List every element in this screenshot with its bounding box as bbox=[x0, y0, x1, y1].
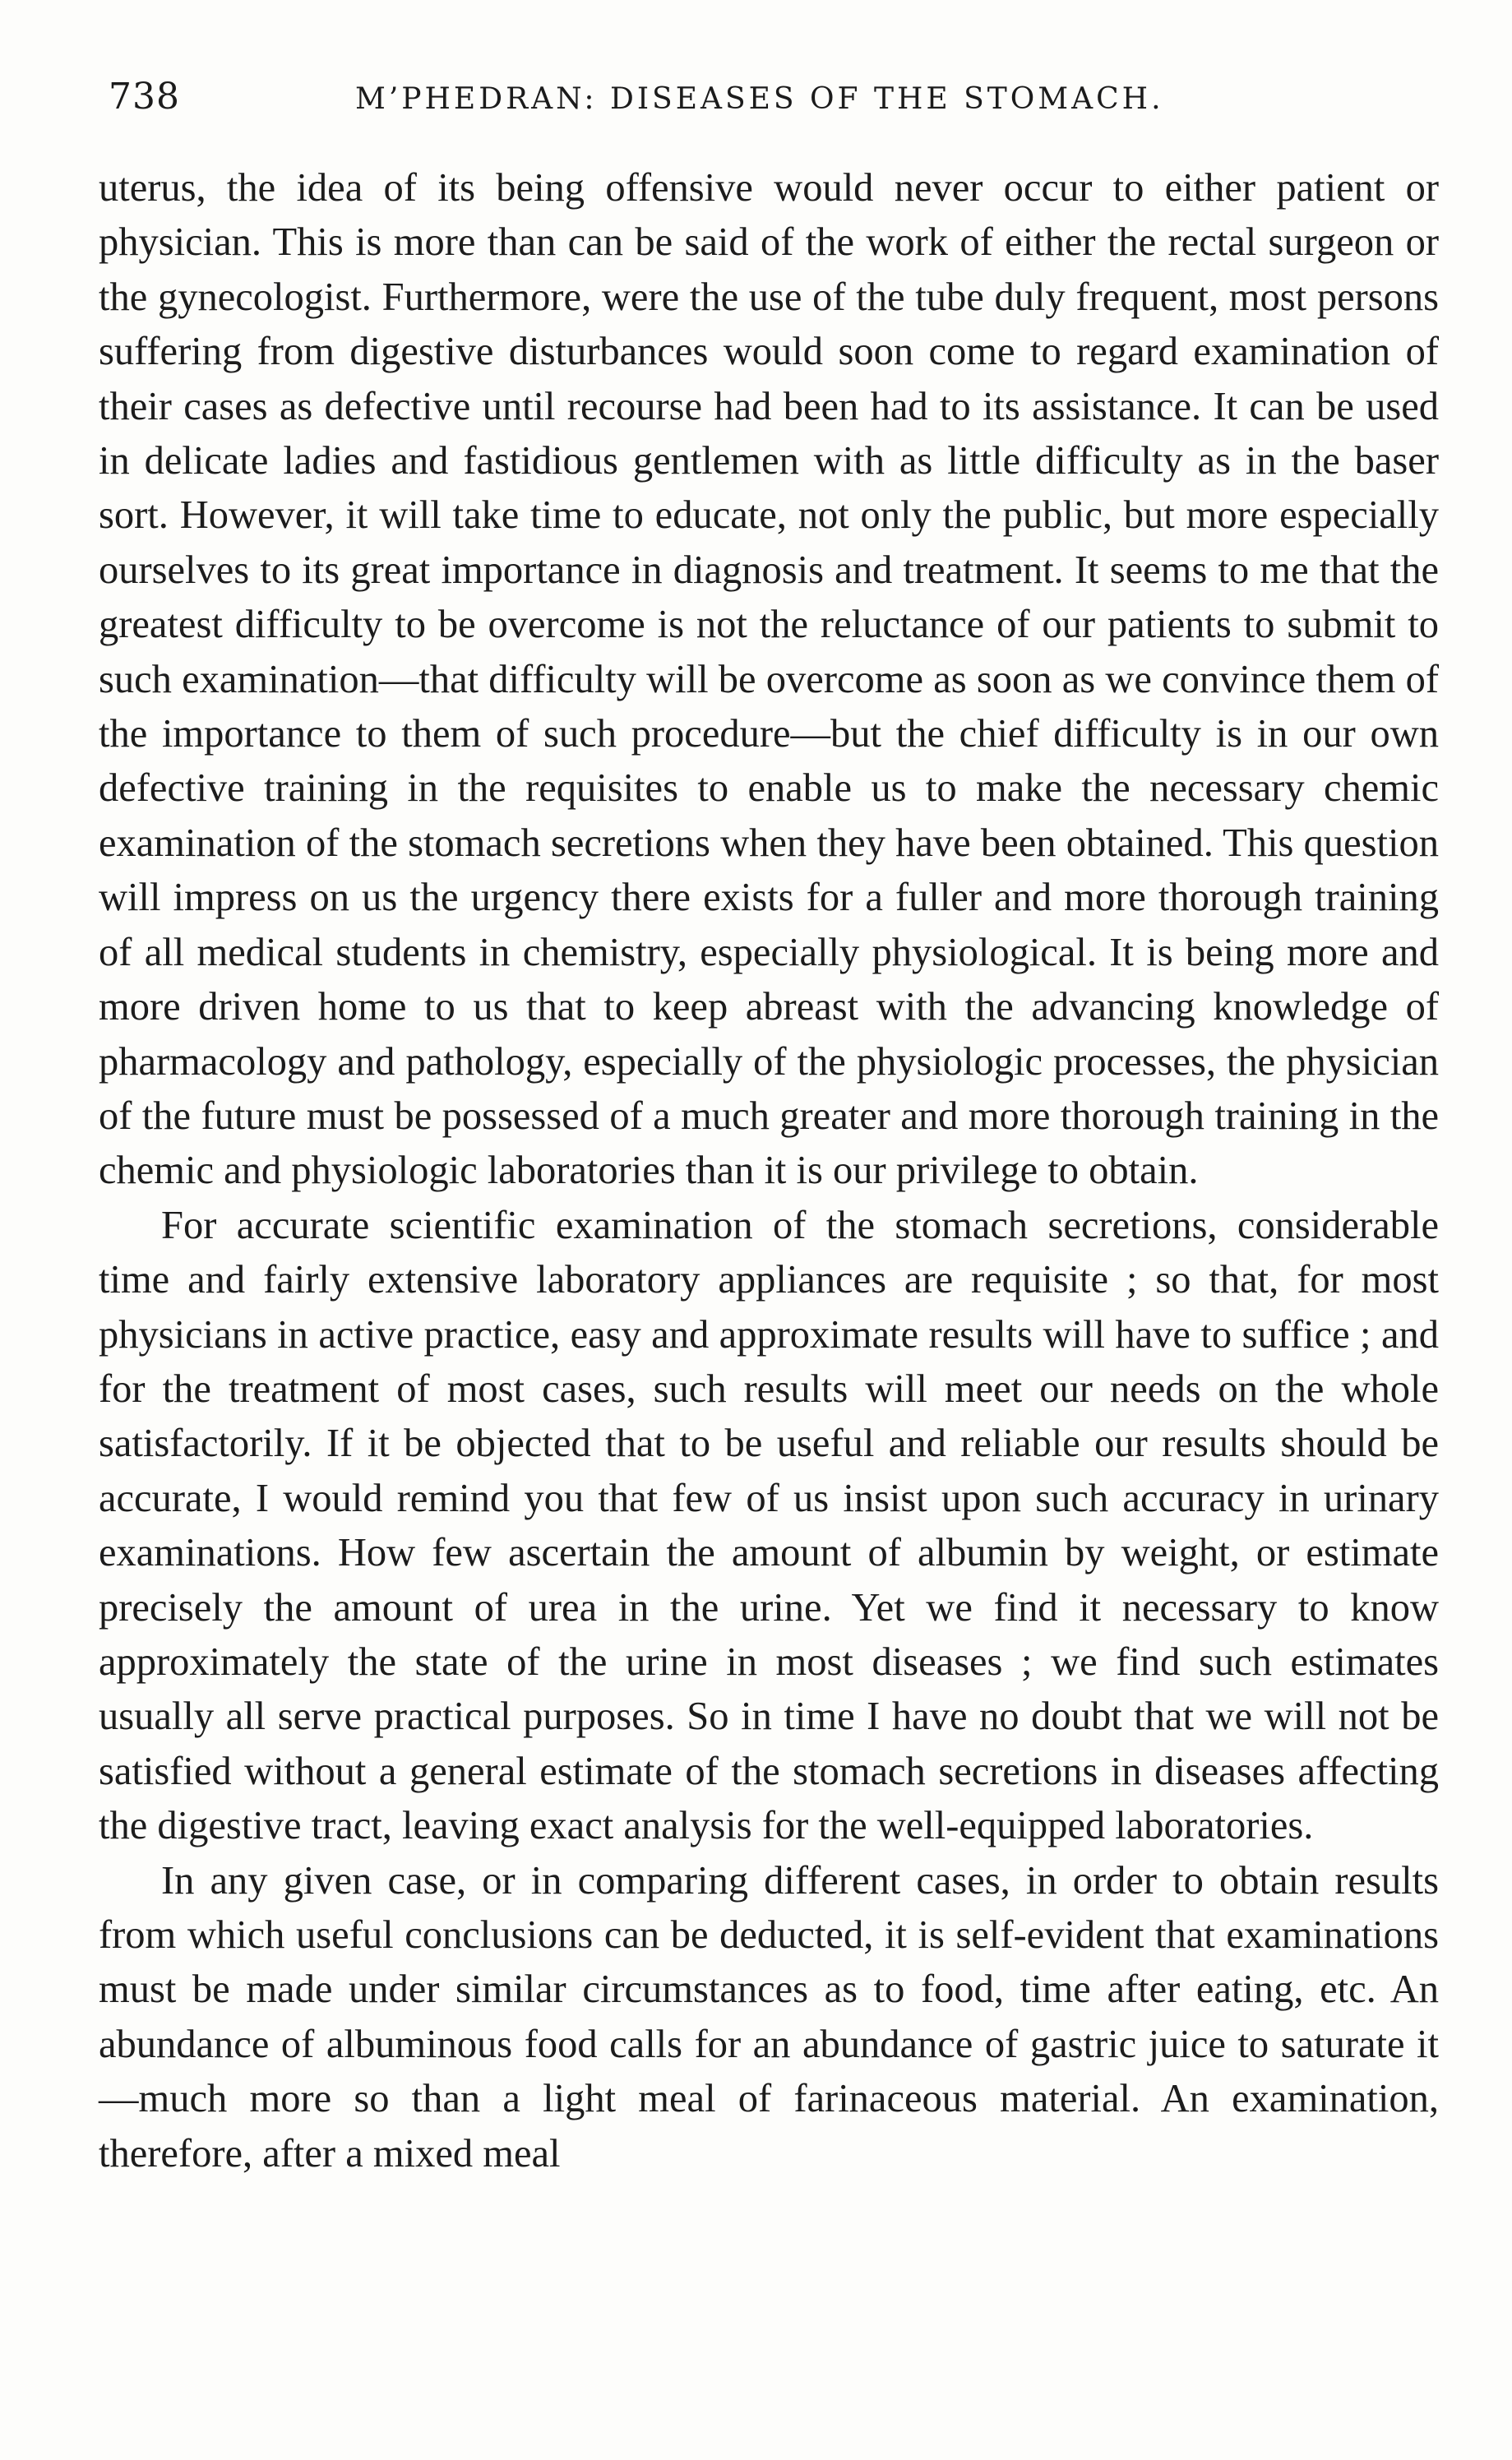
running-head-title: M’PHEDRAN: DISEASES OF THE STOMACH. bbox=[355, 82, 1164, 116]
paragraph-accurate-examination: For accurate scientific examination of the stomach secretions, considerable time and fairly extensive laboratory appliances are requisite ; so that, for most physicians in active practice, easy and approximate results will have to suffice ; and for the treatment of most cases, such results will meet our needs on the whole satisfactorily. If it be objected that to be useful and reliable our results should be accurate, I would remind you that few of us insist upon such accuracy in urinary examinations. How few ascertain the amount of albumin by weight, or estimate precisely the amount of urea in the urine. Yet we find it necessary to know approximately the state of the urine in most diseases ; we find such estimates usually all serve practical purposes. So in time I have no doubt that we will not be satisfied without a general estimate of the stomach secretions in diseases affecting the digestive tract, leaving exact analysis for the well-equipped laboratories. bbox=[99, 1203, 1439, 1848]
running-head bbox=[109, 72, 1440, 138]
paragraph-continued: uterus, the idea of its being offensive would never occur to either patient or physician. This is more than can be said of the work of either the rectal surgeon or the gynecologist. Furthermore, were the use of the tube duly frequent, most persons suffering from digestive disturbances would soon come to regard examination of their cases as defective until recourse had been had to its assistance. It can be used in delicate ladies and fastidious gentlemen with as little difficulty as in the baser sort. However, it will take time to educate, not only the public, but more especially ourselves to its great importance in diagnosis and treatment. It seems to me that the greatest difficulty to be overcome is not the reluctance of our patients to submit to such examination—that difficulty will be overcome as soon as we convince them of the importance to them of such procedure—but the chief difficulty is in our own defective training in the requisites to enable us to make the necessary chemic examination of the stomach secretions when they have been obtained. This question will impress on us the urgency there exists for a fuller and more thorough training of all medical students in chemistry, especially physiological. It is being more and more driven home to us that to keep abreast with the advancing knowledge of pharmacology and pathology, especially of the physiologic processes, the physician of the future must be possessed of a much greater and more thorough training in the chemic and physiologic laboratories than it is our privilege to obtain. bbox=[99, 166, 1439, 1193]
paragraph-comparing-cases: In any given case, or in comparing different cases, in order to obtain results from which useful conclusions can be deducted, it is self-evident that examinations must be made under similar circumstances as to food, time after eating, etc. An abundance of albuminous food calls for an abundance of gastric juice to saturate it—much more so than a light meal of farinaceous material. An examination, therefore, after a mixed meal bbox=[99, 1858, 1439, 2176]
body-text bbox=[99, 161, 1439, 2181]
page-number: 738 bbox=[109, 76, 180, 118]
